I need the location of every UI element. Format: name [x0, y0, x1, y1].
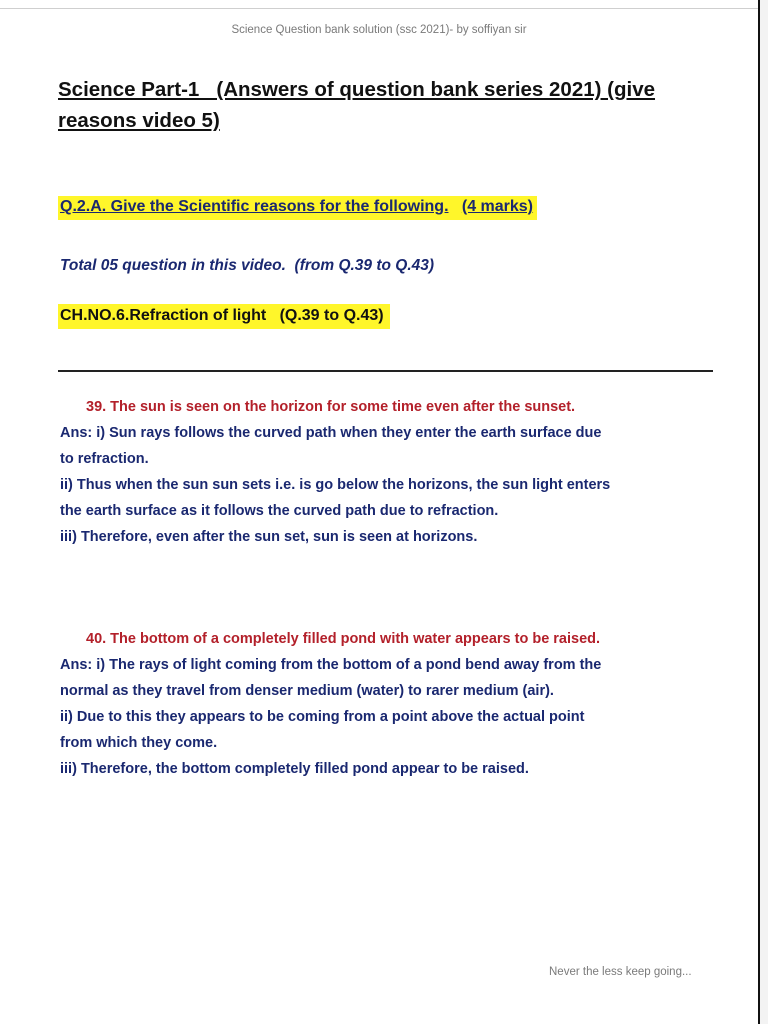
answer-line: iii) Therefore, even after the sun set, sun is seen at horizons. [60, 529, 478, 545]
chapter-heading: CH.NO.6.Refraction of light (Q.39 to Q.43) [58, 304, 390, 329]
total-questions-note: Total 05 question in this video. (from Q.39 to Q.43) [60, 257, 435, 274]
section-divider [58, 370, 713, 372]
section-heading-text: Q.2.A. Give the Scientific reasons for the following. [60, 198, 449, 215]
title-line-2: reasons video 5) [58, 109, 220, 132]
answer-line: Ans: i) The rays of light coming from the bottom of a pond bend away from the [60, 657, 602, 673]
answer-line: the earth surface as it follows the curved path due to refraction. [60, 503, 499, 519]
question-block-39 [60, 394, 720, 550]
top-rule [0, 8, 758, 9]
answer-line: normal as they travel from denser medium (water) to rarer medium (air). [60, 683, 554, 699]
answer-line: ii) Thus when the sun sun sets i.e. is go below the horizons, the sun light enters [60, 477, 611, 493]
answer-line: iii) Therefore, the bottom completely filled pond appear to be raised. [60, 761, 529, 777]
answer-line: ii) Due to this they appears to be coming from a point above the actual point [60, 709, 585, 725]
answer-line: Ans: i) Sun rays follows the curved path when they enter the earth surface due [60, 425, 602, 441]
section-heading-marks: (4 marks) [461, 198, 534, 215]
page-title [58, 74, 718, 136]
title-line-1: Science Part-1 (Answers of question bank series 2021) (give [58, 78, 656, 101]
page-footer: Never the less keep going... [549, 966, 692, 978]
answer-line: from which they come. [60, 735, 218, 751]
section-heading [58, 196, 537, 220]
question-text: 39. The sun is seen on the horizon for some time even after the sunset. [86, 399, 576, 415]
answer-line: to refraction. [60, 451, 149, 467]
question-block-40 [60, 626, 720, 782]
page-header: Science Question bank solution (ssc 2021)- by soffiyan sir [231, 24, 527, 36]
question-text: 40. The bottom of a completely filled pond with water appears to be raised. [86, 631, 601, 647]
